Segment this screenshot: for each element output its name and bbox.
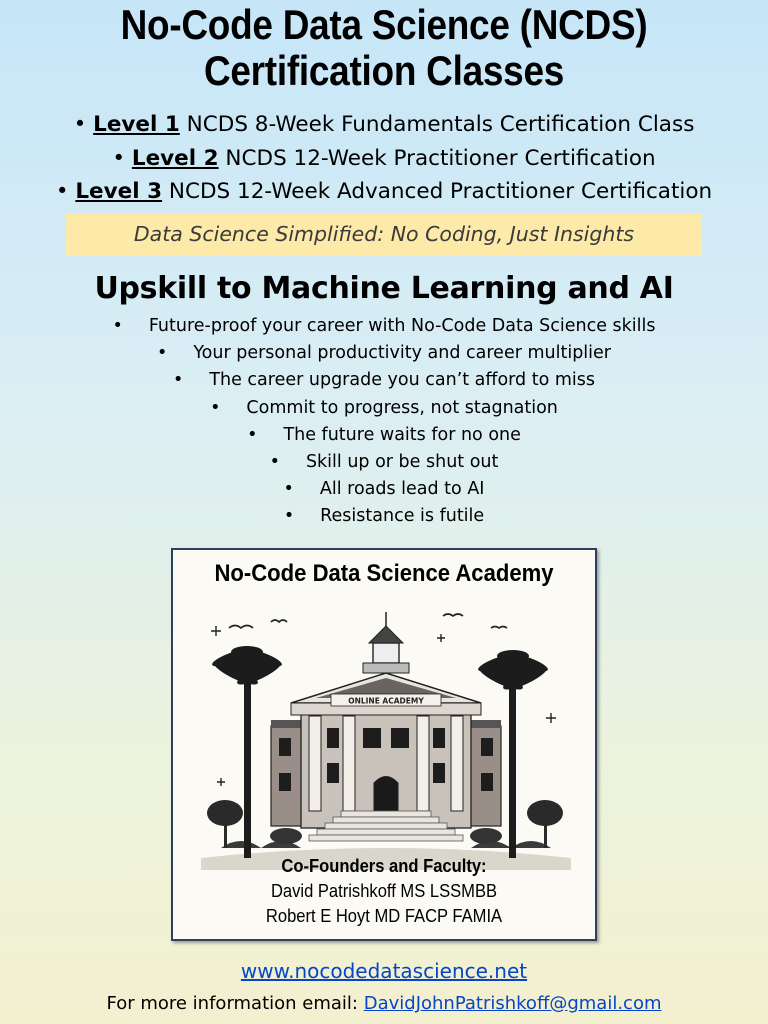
website-link[interactable]: www.nocodedatascience.net	[240, 959, 528, 983]
email-line	[0, 991, 768, 1017]
title-line-2: Certification Classes	[203, 47, 565, 94]
level-label: Level 1	[93, 112, 180, 137]
list-item: • Resistance is futile	[283, 506, 485, 527]
title-line-1: No-Code Data Science (NCDS)	[120, 1, 648, 48]
building-sign: ONLINE ACADEMY	[348, 696, 424, 706]
email-prefix: For more information email:	[106, 993, 364, 1014]
list-item: • All roads lead to AI	[283, 479, 485, 500]
academy-title: No-Code Data Science Academy	[214, 560, 554, 587]
founders-block	[173, 854, 595, 929]
level-text: NCDS 12-Week Practitioner Certification	[225, 145, 656, 171]
level-text: NCDS 8-Week Fundamentals Certification Class	[186, 112, 695, 137]
level-item-3: • Level 3 NCDS 12-Week Advanced Practitioner Certification	[55, 179, 713, 204]
academy-card	[171, 548, 597, 941]
level-item-1: • Level 1 NCDS 8-Week Fundamentals Certification Class	[73, 112, 695, 137]
level-label: Level 2	[131, 145, 219, 171]
page-title	[46, 2, 722, 94]
level-list	[0, 108, 768, 209]
list-item: • The career upgrade you can’t afford to miss	[172, 370, 595, 391]
list-item: • Future-proof your career with No-Code Data Science skills	[112, 316, 656, 336]
email-link[interactable]: DavidJohnPatrishkoff@gmail.com	[363, 993, 662, 1014]
tagline-banner	[66, 213, 702, 256]
level-item-2: • Level 2 NCDS 12-Week Practitioner Certification	[112, 145, 656, 171]
academy-building	[270, 612, 502, 844]
academy-building-illustration	[191, 608, 581, 878]
founder-name: Robert E Hoyt MD FACP FAMIA	[265, 906, 503, 926]
list-item: • Skill up or be shut out	[269, 452, 499, 473]
list-item: • Your personal productivity and career multiplier	[156, 343, 611, 364]
section-heading: Upskill to Machine Learning and AI	[94, 271, 674, 306]
list-item: • Commit to progress, not stagnation	[210, 397, 558, 418]
level-label: Level 3	[75, 179, 163, 204]
list-item: • The future waits for no one	[247, 424, 521, 445]
benefit-list	[0, 313, 768, 531]
founder-name: David Patrishkoff MS LSSMBB	[270, 881, 498, 901]
bird-icon	[229, 614, 507, 628]
level-text: NCDS 12-Week Advanced Practitioner Certification	[168, 179, 713, 204]
tagline-text: Data Science Simplified: No Coding, Just Insights	[133, 222, 635, 246]
founders-heading: Co-Founders and Faculty:	[281, 856, 487, 876]
